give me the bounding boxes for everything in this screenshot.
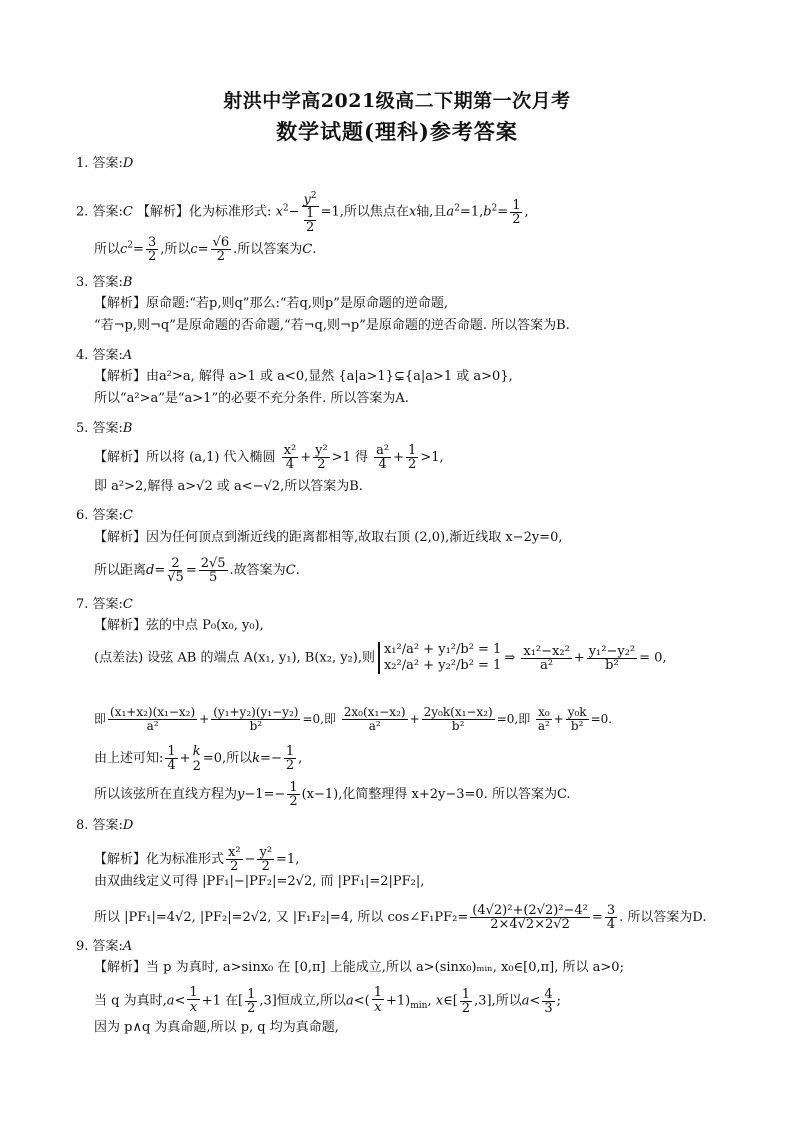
answer-8-line3: 所以 |PF₁|=4√2, |PF₂|=2√2, 又 |F₁F₂|=4, 所以 cos∠F₁PF₂= $\frac{\text{(4√2)²+(2√2)²−4²}}{2\times 4√2\times 2√2}$ = $\frac{3}{4}$ . 所以答案为D. [94, 903, 707, 932]
answer-9-line3: 因为 p∧q 为真命题,所以 p, q 均为真命题, [94, 1020, 339, 1035]
answer-8: 8. 答案:D [76, 818, 134, 833]
answer-7: 7. 答案:C [76, 597, 133, 612]
exam-subtitle: 数学试题(理科)参考答案 [276, 119, 518, 144]
answer-4-line2: 所以“a²>a”是“a>1”的必要不充分条件. 所以答案为A. [94, 391, 409, 406]
answer-8-line1: 【解析】化为标准形式 $\frac{\text{x²}}{2}$ − $\frac{\text{y²}}{2}$ =1, [94, 845, 300, 874]
answer-7-line5: 所以该弦所在直线方程为y−1=− $\frac{1}{2}$ (x−1),化简整理得 x+2y−3=0. 所以答案为C. [94, 780, 571, 809]
answer-6-line2: 所以距离d= $\frac{2}{√5}$ = $\frac{2√5}{5}$ .故答案为C. [94, 556, 300, 585]
answer-9-line1: 【解析】当 p 为真时, a>sinx₀ 在 [0,π] 上能成立,所以 a>(sinx₀)ₘᵢₙ, x₀∈[0,π], 所以 a>0; [94, 960, 624, 975]
answer-7-line3: 即 $\frac{\text{(x₁+x₂)(x₁−x₂)}}{\text{a²}}$ + $\frac{\text{(y₁+y₂)(y₁−y₂)}}{\text{b²}}$ =0,即 $\frac{\text{2x₀(x₁−x₂)}}{\text{a²}}$ + $\frac{\text{2y₀k(x₁−x₂)}}{\text{b²}}$ =0,即 $\frac{\text{x₀}}{\text{a²}}$ + $\frac{\text{y₀k}}{\text{b²}}$ =0. [94, 705, 613, 733]
answer-9: 9. 答案:A [76, 939, 133, 954]
answer-3-line2: “若¬p,则¬q”是原命题的否命题,“若¬q,则¬p”是原命题的逆否命题. 所以答案为B. [94, 318, 570, 333]
answer-6: 6. 答案:C [76, 508, 133, 523]
answer-5: 5. 答案:B [76, 421, 133, 436]
answer-5-line1: 【解析】所以将 (a,1) 代入椭圆 $\frac{\text{x²}}{4}$ + $\frac{\text{y²}}{2}$ >1 得 $\frac{\text{a²}}{4}$ + $\frac{1}{2}$ >1, [94, 443, 444, 472]
answer-5-line2: 即 a²>2,解得 a>√2 或 a<−√2,所以答案为B. [94, 479, 363, 494]
fraction: $\frac{y^2}{\frac{1}{2}}$ [303, 191, 317, 236]
answer-3-line1: 【解析】原命题:“若p,则q”那么:“若q,则p”是原命题的逆命题, [94, 296, 449, 311]
exam-title: 射洪中学高2021级高二下期第一次月考 [223, 90, 571, 112]
answer-9-line2: 当 q 为真时,a< $\frac{1}{x}$ +1 在[ $\frac{1}{2}$ ,3]恒成立,所以a<( $\frac{1}{x}$ $+1)_{min}$, x∈[ $\frac{1}{2}$ ,3],所以a< $\frac{4}{3}$ ; [94, 985, 562, 1016]
answer-8-line2: 由双曲线定义可得 |PF₁|−|PF₂|=2√2, 而 |PF₁|=2|PF₂|, [94, 874, 425, 889]
answer-4: 4. 答案:A [76, 348, 133, 363]
answer-2-line2: 所以$c^2=$ $\frac{3}{2}$ ,所以c= $\frac{√6}{2}$ .所以答案为C. [94, 235, 317, 264]
answer-4-line1: 【解析】由a²>a, 解得 a>1 或 a<0,显然 {a|a>1}⊊{a|a>1 或 a>0}, [94, 369, 513, 384]
answer-7-line4: 由上述可知: $\frac{1}{4}$ + k 2 =0,所以k=− $\frac{1}{2}$ , [94, 744, 303, 774]
equation-system: x₁²/a² + y₁²/b² = 1 x₂²/a² + y₂²/b² = 1 [378, 642, 501, 674]
answer-3: 3. 答案:B [76, 275, 133, 290]
answer-7-line2: (点差法) 设弦 AB 的端点 A(x₁, y₁), B(x₂, y₂),则 x₁²/a² + y₁²/b² = 1 x₂²/a² + y₂²/b² = 1 ⇒ $\frac{\text{x₁²−x₂²}}{\text{a²}}$ + $\frac{\text{y₁²−y₂²}}{\text{b²}}$ = 0, [94, 642, 667, 673]
answer-6-line1: 【解析】因为任何顶点到渐近线的距离都相等,故取右顶 (2,0),渐近线取 x−2y=0, [94, 530, 563, 545]
answer-7-line1: 【解析】弦的中点 P₀(x₀, y₀), [94, 618, 264, 633]
answer-1: 1. 答案:D [76, 156, 134, 171]
answer-2: 2. 答案:C 【解析】化为标准形式: $x^2-$ $\frac{y^2}{\frac{1}{2}}$ =1,所以焦点在x轴,且$a^2=1,b^2=$ $\frac{1}{2}$ , [76, 191, 529, 236]
